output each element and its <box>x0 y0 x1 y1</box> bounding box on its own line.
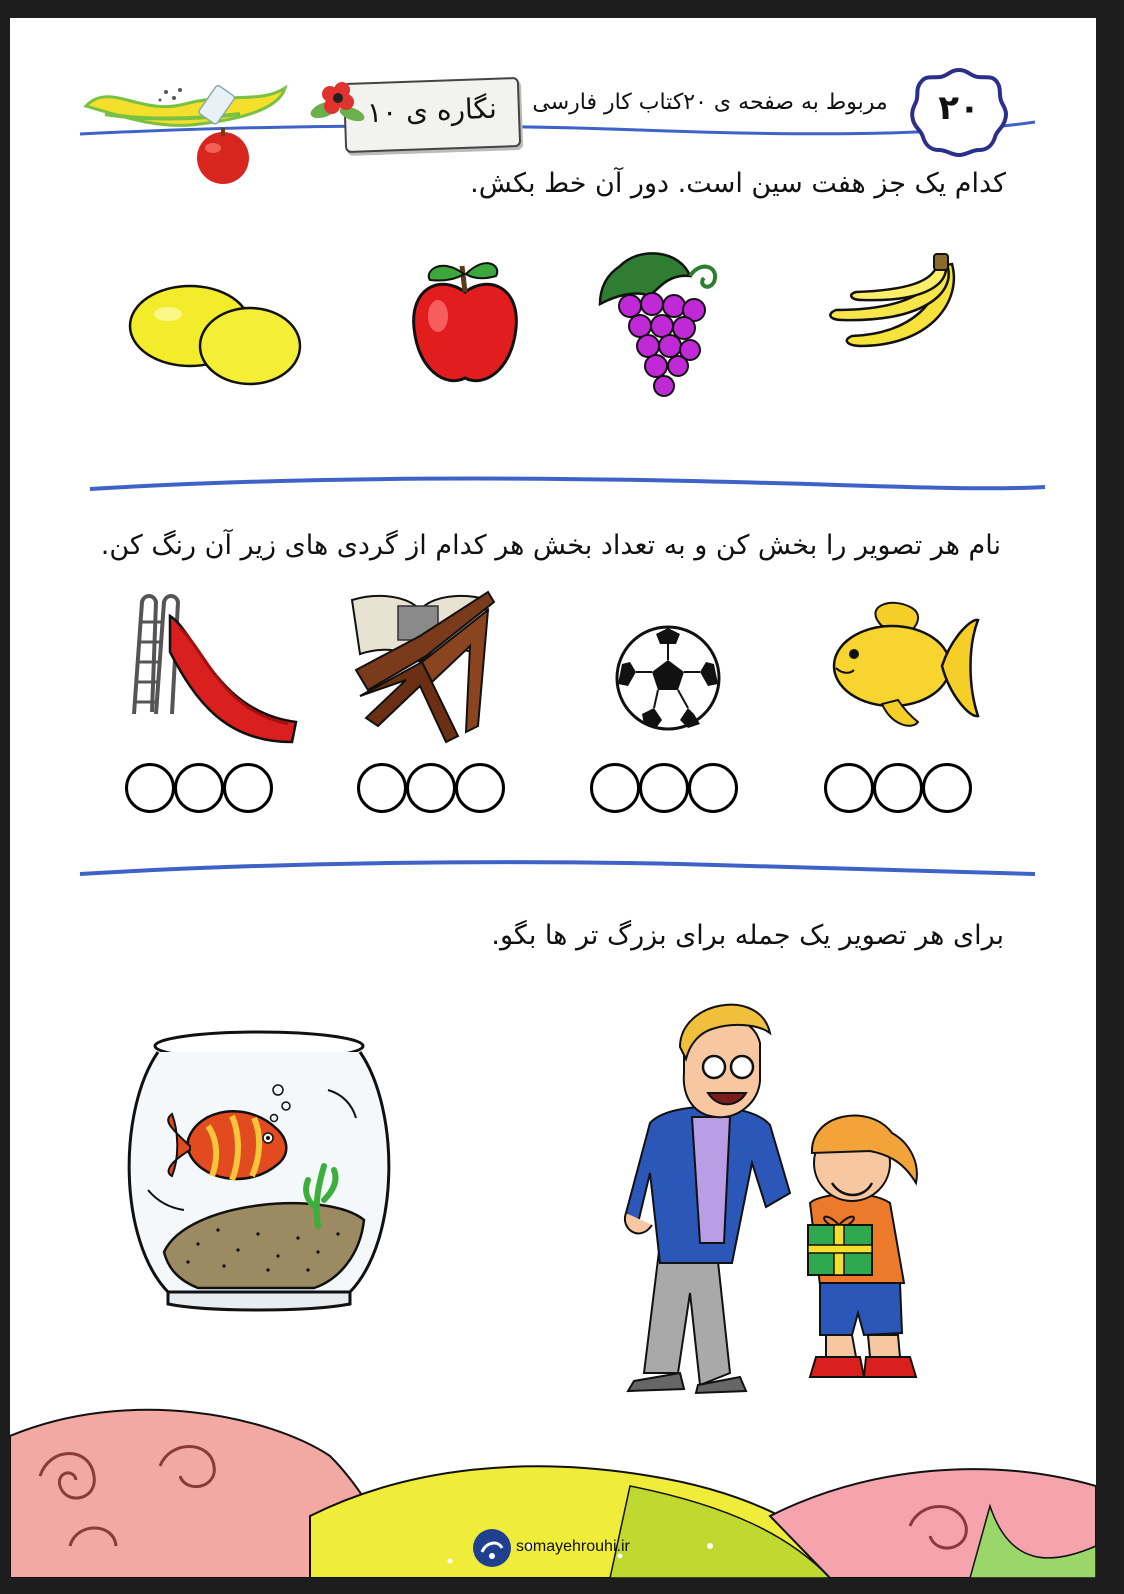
syllable-circle[interactable] <box>174 763 224 813</box>
slide-syllable-circles <box>125 763 272 813</box>
reference-text: مربوط به صفحه ی ۲۰کتاب کار فارسی <box>532 90 888 115</box>
section1-instruction: کدام یک جز هفت سین است. دور آن خط بکش. <box>470 168 1006 199</box>
syllable-circle[interactable] <box>357 763 407 813</box>
syllable-circle[interactable] <box>873 763 923 813</box>
brand-logo-icon <box>472 1528 512 1568</box>
syllable-circle[interactable] <box>688 763 738 813</box>
syllable-circle[interactable] <box>824 763 874 813</box>
soccer-ball-picture[interactable] <box>614 624 722 732</box>
page-number-badge <box>908 66 1010 158</box>
apple-picture[interactable] <box>410 252 520 392</box>
footer-site[interactable]: somayehrouhi.ir <box>516 1538 630 1555</box>
syllable-circle[interactable] <box>922 763 972 813</box>
ball-syllable-circles <box>590 763 737 813</box>
syllable-circle[interactable] <box>125 763 175 813</box>
father-son-gift-picture[interactable] <box>620 993 940 1398</box>
lesson-label: نگاره ی ۱۰ <box>366 91 498 130</box>
header-decoration-icon <box>80 76 300 186</box>
banana-picture[interactable] <box>822 250 972 360</box>
quran-syllable-circles <box>357 763 504 813</box>
fish-picture[interactable] <box>822 596 982 736</box>
fish-syllable-circles <box>824 763 971 813</box>
flower-icon <box>310 76 370 126</box>
section-divider-2 <box>80 856 1040 886</box>
worksheet-page <box>10 18 1096 1578</box>
syllable-circle[interactable] <box>223 763 273 813</box>
syllable-circle[interactable] <box>406 763 456 813</box>
syllable-circle[interactable] <box>455 763 505 813</box>
lemons-picture[interactable] <box>128 280 303 390</box>
section-divider-1 <box>90 473 1050 503</box>
quran-stand-picture[interactable] <box>348 586 496 746</box>
grapes-picture[interactable] <box>590 246 730 406</box>
fishbowl-picture[interactable] <box>128 1030 390 1315</box>
page-number: ۲۰ <box>938 88 980 128</box>
syllable-circle[interactable] <box>639 763 689 813</box>
syllable-circle[interactable] <box>590 763 640 813</box>
slide-picture[interactable] <box>126 592 296 752</box>
section3-instruction: برای هر تصویر یک جمله برای بزرگ تر ها بگو. <box>491 920 1004 951</box>
section2-instruction: نام هر تصویر را بخش کن و به تعداد بخش هر کدام از گردی های زیر آن رنگ کن. <box>100 530 1001 561</box>
